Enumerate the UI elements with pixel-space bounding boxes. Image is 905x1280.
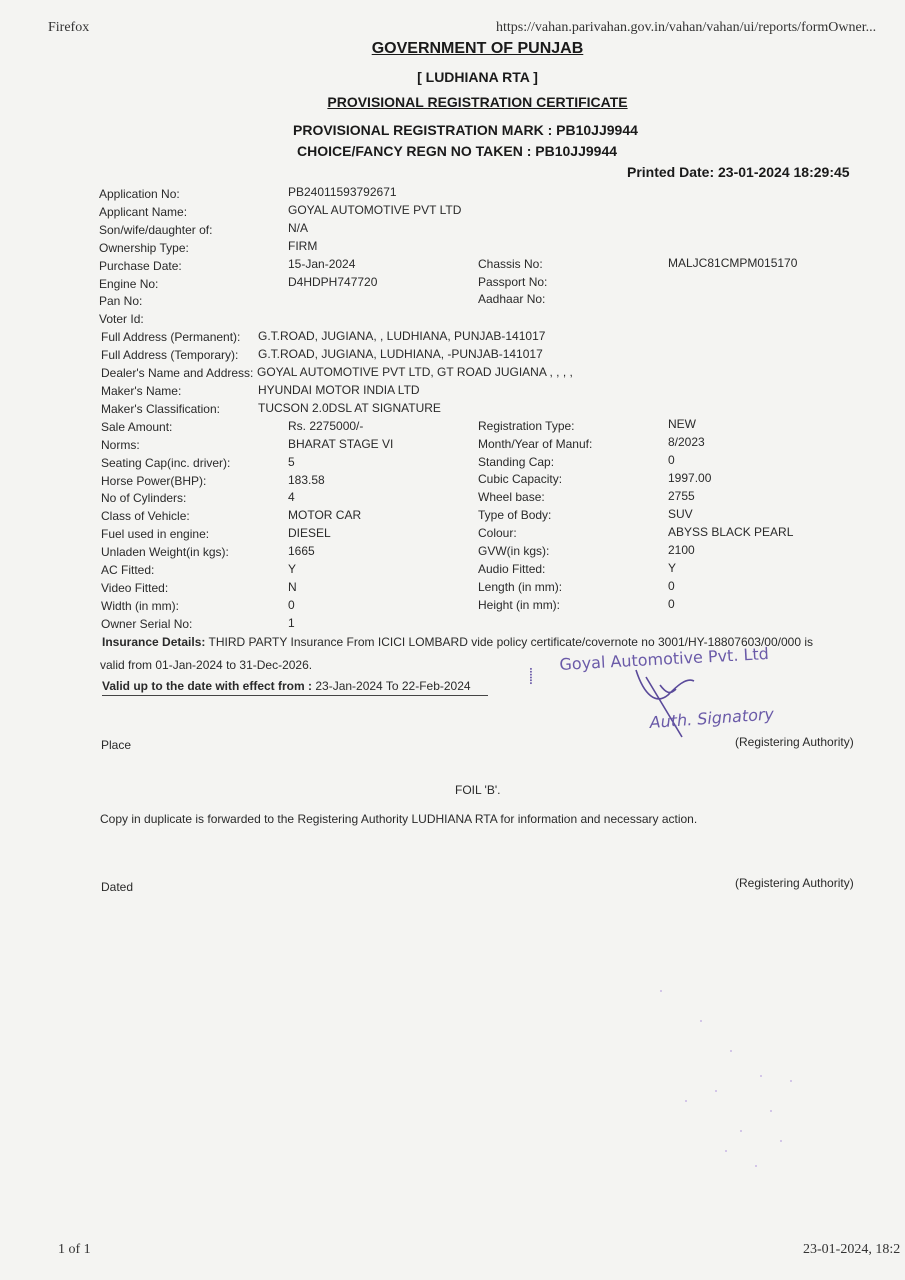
relation-label: Son/wife/daughter of: [99,223,213,237]
norms-label: Norms: [101,438,140,452]
video-fitted-value: N [288,580,297,594]
application-no-label: Application No: [99,187,180,201]
colour-value: ABYSS BLACK PEARL [668,525,794,539]
stamp-company: Goyal Automotive Pvt. Ltd [559,644,770,674]
printed-date: Printed Date: 23-01-2024 18:29:45 [627,164,850,180]
width-value: 0 [288,598,295,612]
norms-value: BHARAT STAGE VI [288,437,394,451]
engine-no-value: D4HDPH747720 [288,275,378,289]
page-count: 1 of 1 [58,1242,91,1257]
ownership-type-value: FIRM [288,239,318,253]
registration-mark: PROVISIONAL REGISTRATION MARK : PB10JJ9944 [293,122,638,138]
seating-cap-label: Seating Cap(inc. driver): [101,456,231,470]
valid-upto-label: Valid up to the date with effect from : [102,679,313,693]
chassis-no-label: Chassis No: [478,257,543,271]
month-year-manuf-label: Month/Year of Manuf: [478,437,593,451]
pan-no-label: Pan No: [99,294,143,308]
audio-fitted-label: Audio Fitted: [478,562,546,576]
gvw-label: GVW(in kgs): [478,544,550,558]
address-permanent-value: G.T.ROAD, JUGIANA, , LUDHIANA, PUNJAB-141017 [258,329,546,343]
voter-id-label: Voter Id: [99,312,144,326]
rta-title: [ LUDHIANA RTA ] [417,69,538,85]
maker-class-value: TUCSON 2.0DSL AT SIGNATURE [258,401,441,415]
wheel-base-label: Wheel base: [478,490,545,504]
applicant-name-label: Applicant Name: [99,205,188,219]
insurance-validity: valid from 01-Jan-2024 to 31-Dec-2026. [100,658,313,672]
gvw-value: 2100 [668,543,695,557]
aadhaar-no-label: Aadhaar No: [478,292,546,306]
cylinders-label: No of Cylinders: [101,491,187,505]
valid-upto-value: 23-Jan-2024 To 22-Feb-2024 [312,679,471,693]
horse-power-label: Horse Power(BHP): [101,474,207,488]
stamp-signatory: Auth. Signatory [649,704,775,732]
purchase-date-label: Purchase Date: [99,259,182,273]
horse-power-value: 183.58 [288,473,325,487]
registration-type-label: Registration Type: [478,419,575,433]
engine-no-label: Engine No: [99,277,159,291]
sale-amount-label: Sale Amount: [101,420,173,434]
certificate-title: PROVISIONAL REGISTRATION CERTIFICATE [327,94,628,110]
month-year-manuf-value: 8/2023 [668,435,705,449]
stamp-mark: ⸽ [529,667,533,685]
address-temporary-value: G.T.ROAD, JUGIANA, LUDHIANA, -PUNJAB-141017 [258,347,543,361]
body-type-label: Type of Body: [478,508,552,522]
maker-name-value: HYUNDAI MOTOR INDIA LTD [258,383,420,397]
relation-value: N/A [288,221,309,235]
vehicle-class-label: Class of Vehicle: [101,509,190,523]
purchase-date-value: 15-Jan-2024 [288,257,356,271]
cylinders-value: 4 [288,490,295,504]
signature-mark [626,665,716,745]
valid-upto [102,679,471,693]
registering-authority-1: (Registering Authority) [735,735,854,749]
vehicle-class-value: MOTOR CAR [288,508,362,522]
body-type-value: SUV [668,507,693,521]
ownership-type-label: Ownership Type: [99,241,189,255]
browser-url: https://vahan.parivahan.gov.in/vahan/vahan/ui/reports/formOwner... [496,20,877,35]
length-value: 0 [668,579,675,593]
ac-fitted-value: Y [288,562,297,576]
dealer-label: Dealer's Name and Address: [101,366,254,380]
chassis-no-value: MALJC81CMPM015170 [668,256,798,270]
colour-label: Colour: [478,526,517,540]
place-label: Place [101,738,132,752]
copy-note: Copy in duplicate is forwarded to the Registering Authority LUDHIANA RTA for information and necessary action. [100,812,698,826]
browser-app-name: Firefox [48,20,90,35]
registering-authority-2: (Registering Authority) [735,876,854,890]
cubic-capacity-value: 1997.00 [668,471,712,485]
audio-fitted-value: Y [668,561,677,575]
standing-cap-label: Standing Cap: [478,455,555,469]
maker-name-label: Maker's Name: [101,384,182,398]
valid-upto-underline [102,695,488,696]
fuel-value: DIESEL [288,526,331,540]
height-value: 0 [668,597,675,611]
width-label: Width (in mm): [101,599,179,613]
height-label: Height (in mm): [478,598,561,612]
foil-label: FOIL 'B'. [455,783,501,797]
owner-serial-value: 1 [288,616,295,630]
application-no-value: PB24011593792671 [288,185,397,199]
seating-cap-value: 5 [288,455,295,469]
address-permanent-label: Full Address (Permanent): [101,330,241,344]
dealer-value: GOYAL AUTOMOTIVE PVT LTD, GT ROAD JUGIANA , , , , [257,365,573,379]
maker-class-label: Maker's Classification: [101,402,220,416]
wheel-base-value: 2755 [668,489,695,503]
owner-serial-label: Owner Serial No: [101,617,193,631]
choice-regn-no: CHOICE/FANCY REGN NO TAKEN : PB10JJ9944 [297,143,618,159]
registration-type-value: NEW [668,417,696,431]
passport-no-label: Passport No: [478,275,548,289]
standing-cap-value: 0 [668,453,675,467]
unladen-weight-label: Unladen Weight(in kgs): [101,545,229,559]
dated-label: Dated [101,880,134,894]
government-title: GOVERNMENT OF PUNJAB [371,40,584,57]
video-fitted-label: Video Fitted: [101,581,169,595]
length-label: Length (in mm): [478,580,563,594]
ac-fitted-label: AC Fitted: [101,563,155,577]
sale-amount-value: Rs. 2275000/- [288,419,364,433]
ink-speckles [640,980,810,1180]
fuel-label: Fuel used in engine: [101,527,210,541]
print-timestamp: 23-01-2024, 18:2 [803,1242,901,1257]
address-temporary-label: Full Address (Temporary): [101,348,239,362]
unladen-weight-value: 1665 [288,544,315,558]
applicant-name-value: GOYAL AUTOMOTIVE PVT LTD [288,203,462,217]
insurance-text: THIRD PARTY Insurance From ICICI LOMBARD vide policy certificate/covernote no 3001/HY-18807603/00/000 is [205,635,813,649]
cubic-capacity-label: Cubic Capacity: [478,472,563,486]
insurance-label: Insurance Details: [102,635,206,649]
